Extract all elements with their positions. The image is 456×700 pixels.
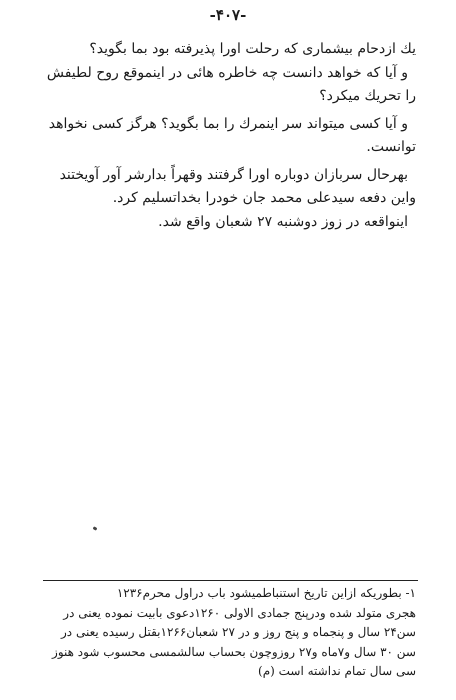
body-line: واین دفعه سیدعلی محمد جان خودرا بخداتسلیم کرد.	[112, 190, 416, 206]
body-line: اینواقعه در زوز دوشنبه ۲۷ شعبان واقع شد.	[158, 213, 408, 230]
footnote-line: ۱- بطوریکه ازاین تاریخ استنباطمیشود باب دراول محرم۱۲۳۶	[116, 586, 416, 600]
footnote	[44, 584, 416, 682]
body-line: یك ازدحام بیشماری که رحلت اورا پذیرفته بود بما بگوید؟	[89, 41, 416, 57]
body-text	[46, 38, 416, 234]
body-line: توانست.	[366, 139, 416, 155]
footnote-line: سی سال تمام نداشته است (م)	[258, 664, 416, 678]
body-line: بهرحال سربازان دوباره اورا گرفتند وقهراً بدارشر آور آویختند	[59, 166, 408, 183]
footnote-line: سن ۳۰ سال و۷ماه و۲۷ روزوچون بحساب سالشمسی محسوب شود هنوز	[52, 644, 416, 659]
footnote-divider	[43, 580, 418, 581]
ink-speck	[93, 526, 98, 531]
body-line: را تحریك میکرد؟	[319, 88, 416, 104]
page-number: -۴۰۷-	[209, 6, 247, 24]
footnote-line: هجری متولد شده ودرپنج جمادی الاولی ۱۲۶۰دعوی بابیت نموده یعنی در	[63, 605, 416, 620]
footnote-line: سن۲۴ سال و پنجماه و پنج روز و در ۲۷ شعبان۱۲۶۶بقتل رسیده یعنی در	[61, 625, 416, 639]
body-line: و آیا که خواهد دانست چه خاطره هائی در اینموقع روح لطیفش	[46, 64, 408, 81]
body-line: و آیا کسی میتواند سر اینمرك را بما بگوید؟ هرگز کسی نخواهد	[48, 115, 408, 132]
